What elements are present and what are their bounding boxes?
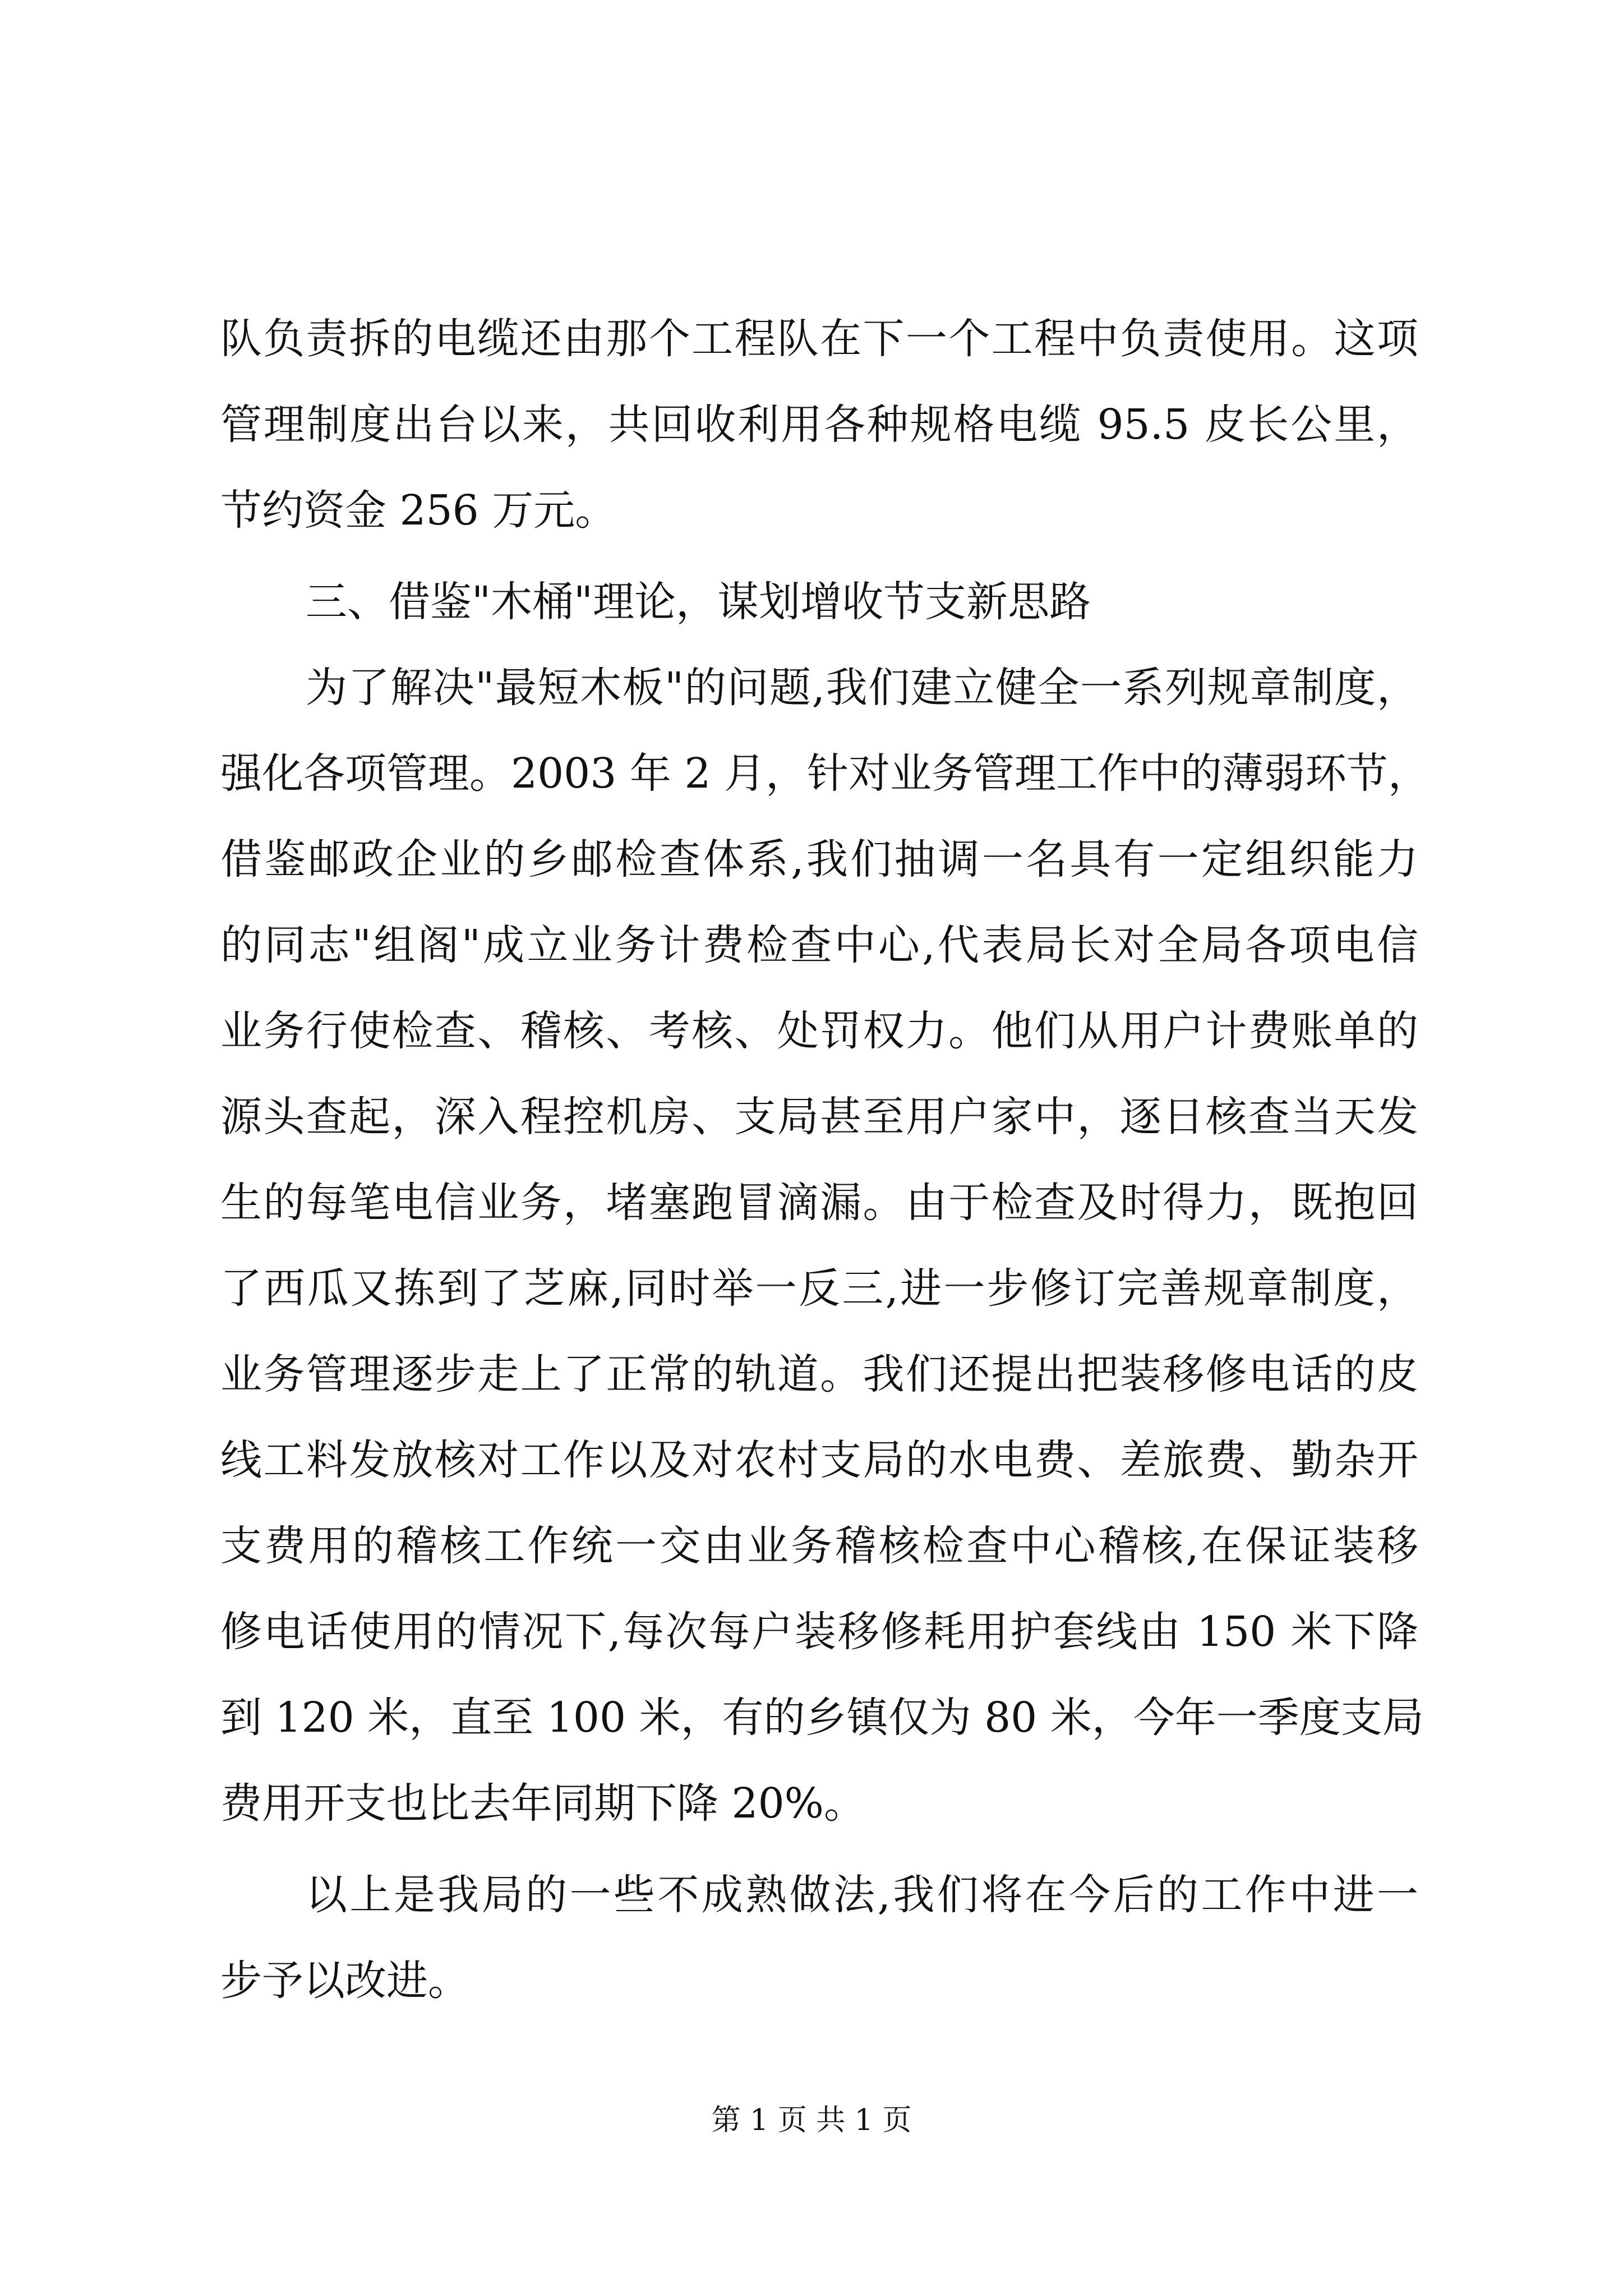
text-line: 强化各项管理。2003 年 2 月，针对业务管理工作中的薄弱环节， [220, 749, 1430, 798]
text-line: 支费用的稽核工作统一交由业务稽核检查中心稽核,在保证装移 [220, 1522, 1418, 1570]
text-line: 为了解决"最短木板"的问题,我们建立健全一系列规章制度， [306, 664, 1418, 712]
text-line: 步予以改进。 [220, 1957, 469, 2005]
text-line: 费用开支也比去年同期下降 20%。 [220, 1779, 865, 1828]
text-line: 到 120 米，直至 100 米，有的乡镇仅为 80 米，今年一季度支局 [220, 1694, 1424, 1742]
text-line: 以上是我局的一些不成熟做法,我们将在今后的工作中进一 [306, 1871, 1418, 1919]
text-line: 队负责拆的电缆还由那个工程队在下一个工程中负责使用。这项 [220, 315, 1418, 363]
text-line: 借鉴邮政企业的乡邮检查体系,我们抽调一名具有一定组织能力 [220, 835, 1418, 884]
paragraph-2 [220, 645, 1430, 1847]
text-line: 了西瓜又拣到了芝麻,同时举一反三,进一步修订完善规章制度， [220, 1264, 1418, 1313]
text-line: 源头查起，深入程控机房、支局甚至用户家中，逐日核查当天发 [220, 1093, 1418, 1141]
paragraph-3 [220, 1852, 1418, 2024]
page-footer: 第 1 页 共 1 页 [711, 2104, 912, 2137]
text-line: 管理制度出台以来，共回收利用各种规格电缆 95.5 皮长公里， [220, 401, 1418, 449]
text-line: 生的每笔电信业务，堵塞跑冒滴漏。由于检查及时得力，既抱回 [220, 1179, 1418, 1227]
paragraph-1 [220, 296, 1418, 554]
text-line: 业务行使检查、稽核、考核、处罚权力。他们从用户计费账单的 [220, 1007, 1418, 1055]
text-line: 修电话使用的情况下,每次每户装移修耗用护套线由 150 米下降 [220, 1608, 1418, 1656]
text-line: 线工料发放核对工作以及对农村支局的水电费、差旅费、勤杂开 [220, 1436, 1418, 1484]
section-heading [220, 559, 1418, 645]
text-line: 节约资金 256 万元。 [220, 486, 617, 535]
body-text [220, 296, 1430, 2024]
text-line: 业务管理逐步走上了正常的轨道。我们还提出把装移修电话的皮 [220, 1350, 1418, 1398]
text-line: 的同志"组阁"成立业务计费检查中心,代表局长对全局各项电信 [220, 921, 1418, 969]
heading-line: 三、借鉴"木桶"理论，谋划增收节支新思路 [306, 578, 1091, 626]
